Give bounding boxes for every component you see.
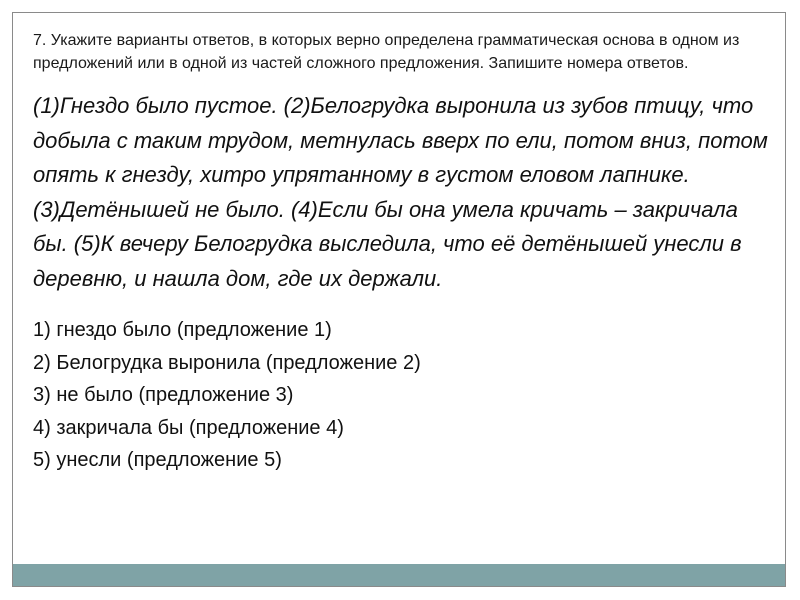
task-instruction: 7. Укажите варианты ответов, в которых верно определена грамматическая основа в одном из предложений или в одной из частей сложного предложения. Запишите номера ответов.: [33, 32, 740, 72]
answer-options-list: [33, 314, 773, 477]
text-passage: (1)Гнездо было пустое. (2)Белогрудка выронила из зубов птицу, что добыла с таким трудом, метнулась вверх по ели, потом вниз, потом опять к гнезду, хитро упрятанному в густом еловом лапнике. (3)Детёнышей не было. (4)Если бы она умела кричать – закричала бы. (5)К вечеру Белогрудка выследила, что её детёнышей унесли в деревню, и нашла дом, где их держали.: [33, 93, 768, 291]
answer-option-4: 4) закричала бы (предложение 4): [33, 416, 344, 439]
answer-option-5: 5) унесли (предложение 5): [33, 449, 282, 471]
slide-content: [33, 29, 773, 477]
answer-option-2: 2) Белогрудка выронила (предложение 2): [33, 351, 421, 374]
footer-band: [13, 562, 785, 586]
answer-option-1: 1) гнездо было (предложение 1): [33, 319, 332, 341]
slide-frame: [12, 12, 786, 587]
answer-option-3: 3) не было (предложение 3): [33, 384, 294, 406]
